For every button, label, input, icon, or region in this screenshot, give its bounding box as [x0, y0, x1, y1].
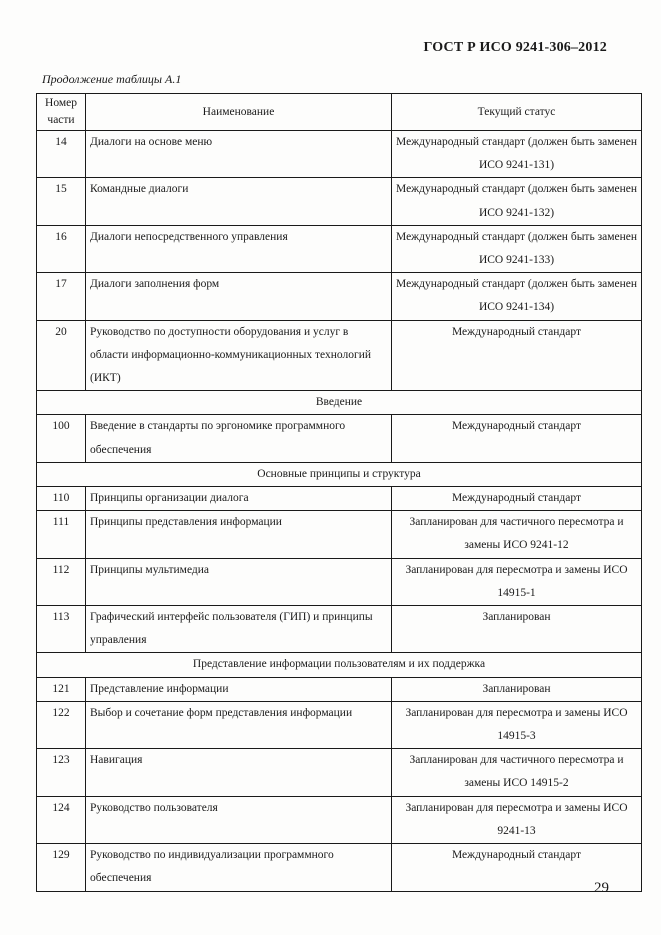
table-row: [37, 606, 642, 653]
part-name-cell: Принципы мультимедиа: [86, 558, 392, 605]
table-row: [37, 677, 642, 701]
table-row: [37, 415, 642, 462]
part-name-cell: Командные диалоги: [86, 178, 392, 225]
table-row: [37, 511, 642, 558]
document-code: ГОСТ Р ИСО 9241-306–2012: [423, 40, 607, 55]
table-row: [37, 796, 642, 843]
table-row: [37, 178, 642, 225]
part-number-cell: 112: [37, 558, 86, 605]
part-name-cell: Введение в стандарты по эргономике программного обеспечения: [86, 415, 392, 462]
status-cell: Запланирован для частичного пересмотра и замены ИСО 14915-2: [392, 749, 642, 796]
part-number-cell: 16: [37, 225, 86, 272]
part-name-cell: Принципы организации диалога: [86, 487, 392, 511]
status-cell: Запланирован для пересмотра и замены ИСО 14915-1: [392, 558, 642, 605]
section-header-row: [37, 462, 642, 486]
status-cell: Международный стандарт: [392, 320, 642, 391]
status-cell: Запланирован для пересмотра и замены ИСО 14915-3: [392, 701, 642, 748]
part-name-cell: Диалоги заполнения форм: [86, 273, 392, 320]
table-header-row: [37, 94, 642, 131]
table-row: [37, 487, 642, 511]
part-number-cell: 100: [37, 415, 86, 462]
section-header-row: [37, 653, 642, 677]
part-number-cell: 113: [37, 606, 86, 653]
part-name-cell: Графический интерфейс пользователя (ГИП) и принципы управления: [86, 606, 392, 653]
table-continuation-caption: Продолжение таблицы А.1: [42, 72, 182, 86]
part-name-cell: Диалоги непосредственного управления: [86, 225, 392, 272]
section-title: Представление информации пользователям и их поддержка: [37, 653, 642, 677]
status-cell: Международный стандарт (должен быть заменен ИСО 9241-132): [392, 178, 642, 225]
status-cell: Международный стандарт (должен быть заменен ИСО 9241-134): [392, 273, 642, 320]
part-number-cell: 124: [37, 796, 86, 843]
status-cell: Запланирован: [392, 677, 642, 701]
part-number-cell: 14: [37, 131, 86, 178]
table-row: [37, 273, 642, 320]
table-row: [37, 131, 642, 178]
part-number-cell: 121: [37, 677, 86, 701]
column-header-status: Текущий статус: [392, 94, 642, 131]
part-name-cell: Навигация: [86, 749, 392, 796]
table-row: [37, 701, 642, 748]
section-title: Введение: [37, 391, 642, 415]
part-name-cell: Руководство пользователя: [86, 796, 392, 843]
status-cell: Международный стандарт: [392, 487, 642, 511]
column-header-name: Наименование: [86, 94, 392, 131]
part-name-cell: Принципы представления информации: [86, 511, 392, 558]
column-header-number: Номер части: [37, 94, 86, 131]
part-name-cell: Руководство по индивидуализации программного обеспечения: [86, 844, 392, 891]
part-number-cell: 123: [37, 749, 86, 796]
section-title: Основные принципы и структура: [37, 462, 642, 486]
status-cell: Международный стандарт (должен быть заменен ИСО 9241-133): [392, 225, 642, 272]
part-number-cell: 110: [37, 487, 86, 511]
part-name-cell: Диалоги на основе меню: [86, 131, 392, 178]
page-number: 29: [594, 880, 609, 896]
status-cell: Запланирован: [392, 606, 642, 653]
table-row: [37, 225, 642, 272]
table-row: [37, 558, 642, 605]
part-number-cell: 20: [37, 320, 86, 391]
part-name-cell: Представление информации: [86, 677, 392, 701]
standards-table: [36, 93, 642, 892]
table-row: [37, 844, 642, 891]
part-number-cell: 15: [37, 178, 86, 225]
part-number-cell: 129: [37, 844, 86, 891]
status-cell: Запланирован для пересмотра и замены ИСО 9241-13: [392, 796, 642, 843]
part-name-cell: Выбор и сочетание форм представления информации: [86, 701, 392, 748]
status-cell: Международный стандарт (должен быть заменен ИСО 9241-131): [392, 131, 642, 178]
part-number-cell: 17: [37, 273, 86, 320]
part-name-cell: Руководство по доступности оборудования и услуг в области информационно-коммуникационных технологий (ИКТ): [86, 320, 392, 391]
status-cell: Международный стандарт: [392, 844, 642, 891]
part-number-cell: 111: [37, 511, 86, 558]
part-number-cell: 122: [37, 701, 86, 748]
table-body: [37, 131, 642, 892]
status-cell: Международный стандарт: [392, 415, 642, 462]
table-row: [37, 749, 642, 796]
status-cell: Запланирован для частичного пересмотра и замены ИСО 9241-12: [392, 511, 642, 558]
section-header-row: [37, 391, 642, 415]
table-row: [37, 320, 642, 391]
